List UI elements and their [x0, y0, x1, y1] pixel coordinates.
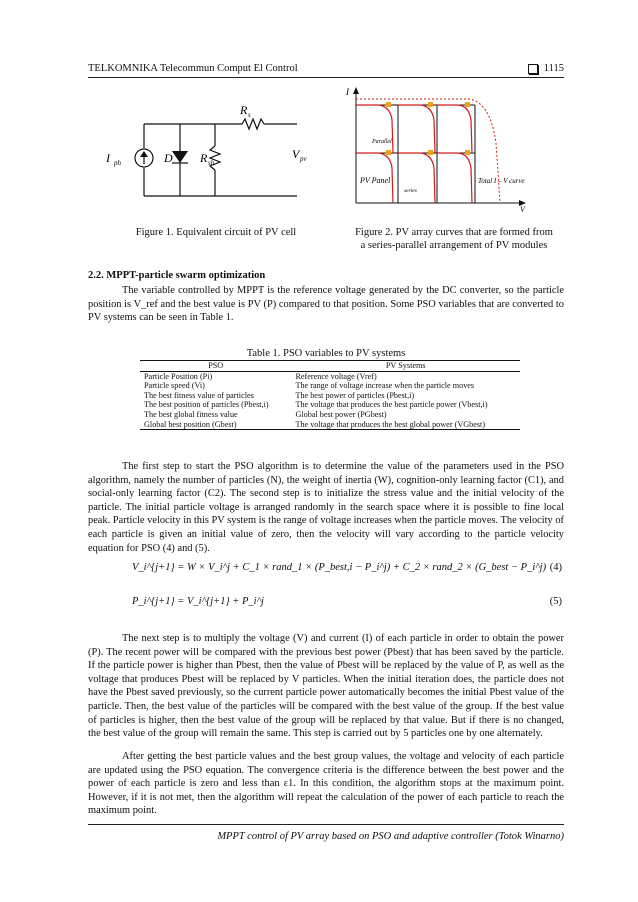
- running-header-page: [528, 63, 564, 74]
- table1: [140, 360, 520, 430]
- figure1-circuit-diagram: [92, 96, 332, 208]
- label-series: series: [404, 188, 417, 194]
- figure1-caption: Figure 1. Equivalent circuit of PV cell: [135, 227, 297, 238]
- paragraph-2: The first step to start the PSO algorithm is to determine the value of the parameters used in the PSO algorithm, namely the number of particles (N), the weight of inertia (W), cognition-only learning factor (C1), and social-only learning factor (C2). The second step is to initialize the stress value and the initial velocity of the particle. The initial particle voltage is arranged randomly in the search space where it is possible to fine local peak. Particle velocity in this PV system is the range of voltage increases when the particle moves. The velocity of each particle is given an initial value of zero, then the velocity will vary according to the particle velocity equation for PSO (4) and (5).: [88, 461, 565, 554]
- svg-text:ph: ph: [114, 159, 121, 167]
- running-footer: MPPT control of PV array based on PSO and adaptive controller (Totok Winarno): [217, 831, 564, 842]
- table-header-pv: PV Systems: [291, 361, 520, 372]
- section-heading: 2.2. MPPT-particle swarm optimization: [88, 270, 266, 281]
- equation-4: V_i^{j+1} = W × V_i^j + C_1 × rand_1 × (P_best,i − P_i^j) + C_2 × rand_2 × (G_best − P_i^j): [132, 562, 547, 573]
- label-rsh: R: [200, 151, 208, 165]
- paragraph-1: The variable controlled by MPPT is the reference voltage generated by the DC converter, so the particle position is V_ref and the best value is PV (P) compared to that position. Some PSO variables that are converted to PV systems can be seen in Table 1.: [88, 285, 564, 324]
- axis-label-i: I: [346, 87, 349, 97]
- header-rule: [88, 77, 564, 78]
- equation-5: P_i^{j+1} = V_i^{j+1} + P_i^j: [132, 596, 264, 607]
- paragraph-3: The next step is to multiply the voltage (V) and current (I) of each particle in order to obtain the power (P). The recent power will be compared with the previous best power (Pbest) that has been saved by the particle. If the particle power is higher than Pbest, then the value of Pbest will be replaced by the value of P, as well as the voltage that produces Pbest will be replaced by V particles. When the initial iteration does, the particle does not have the Pbest saved previously, so the current particle power automatically becomes the initial Pbest value of the particle. Then, the best value of the particles will be compared with the best value of the group. If the best value of particles is higher, then the best value of the group will be replaced by that value. But if there is no changed, the best value of the group will remain the same. This step is carried out by 5 particles one by one alternately.: [88, 633, 564, 740]
- label-diode: D: [164, 151, 173, 165]
- label-rs: R: [240, 103, 248, 117]
- table-header-row: [140, 361, 520, 372]
- paragraph-4: After getting the best particle values and the best group values, the voltage and velocity of each particle are updated using the PSO equation. The convergence criteria is the difference between the best power and the power of each particle is zero and less than ε1. In this condition, the algorithm stops at the maximum point. However, if it is not met, then the algorithm will repeat the calculation of the power of each particle to reach the maximum point.: [88, 751, 564, 817]
- svg-text:sh: sh: [208, 159, 215, 167]
- page-number: 1115: [543, 63, 564, 74]
- svg-text:pv: pv: [300, 155, 307, 163]
- table-row: The best position of particles (Pbest,i) The voltage that produces the best particle power (Vbest,i): [144, 400, 488, 410]
- table1-title: Table 1. PSO variables to PV systems: [246, 348, 406, 359]
- label-vpv: V: [292, 147, 300, 161]
- table-header-pso: PSO: [140, 361, 291, 372]
- table-row: The best global fitness value Global best power (PGbest): [144, 409, 387, 419]
- table-row: Global best position (Gbest) The voltage that produces the best global power (VGbest): [140, 420, 520, 430]
- label-total-curve: Total I – V curve: [478, 177, 525, 185]
- label-iph: I: [106, 151, 110, 165]
- axis-label-v: V: [520, 205, 525, 213]
- table-row: Particle speed (Vi) The range of voltage increase when the particle moves: [144, 381, 475, 391]
- footer-rule: [88, 824, 564, 825]
- checkbox-square-icon: [528, 64, 538, 74]
- label-parallel: Parallel: [372, 139, 392, 145]
- equation-5-number: (5): [549, 596, 562, 607]
- figure2-pv-array-curves: [340, 83, 540, 213]
- svg-text:s: s: [248, 111, 251, 119]
- table-row: Particle Position (Pi) Reference voltage (Vref): [144, 371, 377, 381]
- figure2-caption: Figure 2. PV array curves that are formed from a series-parallel arrangement of PV modules: [355, 227, 553, 251]
- label-pv-panel: PV Panel: [360, 176, 391, 185]
- running-header-journal: TELKOMNIKA Telecommun Comput El Control: [88, 63, 298, 74]
- equation-4-number: (4): [549, 562, 562, 573]
- table-row: The best fitness value of particles The best power of particles (Pbest,i): [144, 390, 415, 400]
